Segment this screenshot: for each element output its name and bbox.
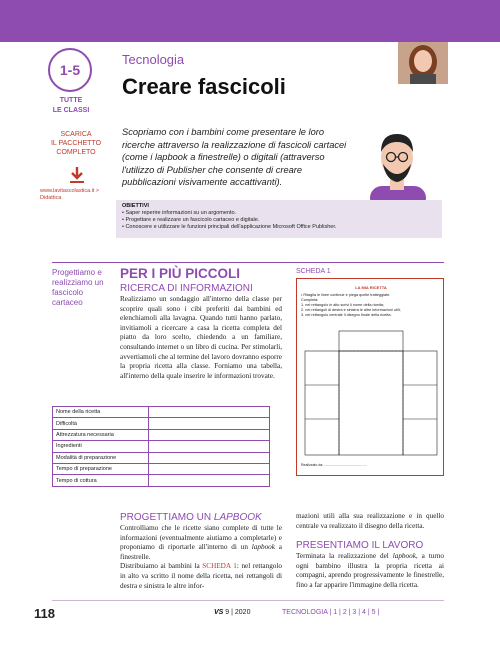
section-heading: PER I PIÙ PICCOLI [120,266,241,281]
table-cell-label: Ingredienti [53,441,149,452]
table-row [53,429,270,440]
heading-text: PROGETTIAMO UN [120,512,214,523]
footer-divider [52,600,444,601]
download-arrow-icon[interactable] [68,166,86,184]
header-bar [0,0,500,42]
table-cell-label: Modalità di preparazione [53,452,149,463]
worksheet-instruction-line: 1. nel rettangolo in alto scrivi il nome della ricetta; [301,303,384,307]
download-line: IL PACCHETTO [50,140,102,147]
badge-sub-line: TUTTE [59,97,83,104]
sidebar-note: Progettiamo e realizziamo un fascicolo cartaceo [52,268,104,307]
website-link-line: www.lavitascolastica.it > [40,188,100,194]
table-row [53,475,270,486]
table-row [53,463,270,474]
table-row [53,407,270,418]
table-cell-empty[interactable] [149,429,270,440]
author-photo [398,42,448,84]
body-text: : nel rettangolo in alto va scritto il nome della ricetta, nei rettangoli di destra e sinistra le altre infor- [120,562,282,590]
page-number: 118 [34,606,55,621]
table-cell-empty[interactable] [149,452,270,463]
table-row [53,418,270,429]
badge-sub-line: LE CLASSI [52,107,90,114]
section-subheading: RICERCA DI INFORMAZIONI [120,283,253,294]
recipe-table [52,406,270,487]
intro-text: Scopriamo con i bambini come presentare le loro ricerche attraverso la realizzazione di fascicoli cartacei (come i lapbook a finestrelle) o digitali (attraverso l'utilizzo di Publisher che consente di creare pubblicazioni visivamente accattivanti). [122,127,347,187]
class-badge-subtitle [40,96,102,116]
download-label[interactable] [30,130,122,157]
table-cell-label: Tempo di preparazione [53,463,149,474]
section-body-lapbook [120,524,282,591]
table-cell-empty[interactable] [149,475,270,486]
section-body-presentation [296,552,444,590]
table-cell-empty[interactable] [149,418,270,429]
table-row [53,452,270,463]
website-link[interactable] [40,188,112,202]
body-text: Controlliamo che le ricette siano complete di tutte le informazioni (eventualmente aiutiamo a completarle) e proponiamo di riportarle all'interno di un [120,524,282,552]
page-title: Creare fascicoli [122,74,286,99]
section-divider [52,262,444,263]
footer-section-nav: TECNOLOGIA | 1 | 2 | 3 | 4 | 5 | [282,609,380,616]
worksheet-label: SCHEDA 1 [296,268,331,275]
table-cell-label: Nome della ricetta [53,407,149,418]
objectives-box [116,200,442,238]
body-text: Distribuiamo ai bambini la [120,562,203,571]
table-cell-empty[interactable] [149,463,270,474]
body-text: , a turno ogni bambino illustra la propria ricetta ai compagni, aprendo progressivamente le finestrelle, fino a far apparire l'immagine della ricetta. [296,552,444,589]
worksheet-title: LA MIA RICETTA [355,285,387,290]
worksheet-box [296,278,444,476]
download-line: SCARICA [60,131,92,138]
section-heading-lapbook [120,512,262,523]
class-badge: 1-5 [48,48,92,92]
worksheet-instruction-line: 2. nei rettangoli di destra e sinistra le altre informazioni utili; [301,308,401,312]
section-label: Tecnologia [122,52,185,67]
table-cell-empty[interactable] [149,441,270,452]
magazine-issue [214,609,250,616]
objective-item: • Progettare e realizzare un fascicolo cartaceo e digitale. [122,217,260,223]
table-cell-empty[interactable] [149,407,270,418]
worksheet-link[interactable]: SCHEDA 1 [202,562,237,571]
author-role: Insegnante [366,56,396,62]
worksheet-instruction-line: 3. nel rettangolo centrale il disegno finale della ricetta. [301,313,392,317]
lapbook-template-diagram [301,329,441,459]
table-row [53,441,270,452]
section-heading-presentation: PRESENTIAMO IL LAVORO [296,540,424,551]
magazine-logo: VS [214,609,224,616]
worksheet-footer: Realizzato da: ............................................ [301,463,367,467]
table-cell-label: Difficoltà [53,418,149,429]
author-portrait-icon [398,42,448,84]
table-cell-label: Tempo di cottura [53,475,149,486]
worksheet-instruction-line: • Ritaglia le linee continue e piega quelle tratteggiate. [301,293,391,297]
worksheet-instruction-line: Completa: [301,298,319,302]
body-text: a finestrelle. [120,543,282,561]
table-cell-label: Attrezzatura necessaria [53,429,149,440]
body-emphasis: lapbook [392,552,416,560]
body-text: Terminata la realizzazione del [296,552,393,560]
worksheet-instructions [301,293,441,318]
objective-item: • Conoscere e utilizzare le funzioni principali dell'applicazione Microsoft Office Publisher. [122,224,337,230]
section-body: Realizziamo un sondaggio all'interno della classe per scoprire quali sono i cibi preferiti dai bambini ed elenchiamoli alla lavagna. Quando tutti hanno parlato, invitiamoli a ricercare a casa la ricetta completa del piatto da loro scelto, chiedendo a un familiare, consultando internet o un libro di cucina. Per stimolarli, avvertiamoli che al termine del lavoro dovranno esporre la propria ricetta alla classe. Forniamo una tabella, all'interno della quale inserire le informazioni trovate. [120,295,282,380]
body-emphasis: lapbook [251,543,275,552]
author-box [300,46,396,62]
author-name: Marianna Bernardini [328,46,396,53]
teacher-illustration-icon [350,124,442,210]
issue-number: 9 | 2020 [225,609,251,616]
heading-emphasis: LAPBOOK [213,512,262,523]
website-link-line: Didattica [40,195,62,201]
objective-item: • Saper reperire informazioni su un argomento. [122,210,237,216]
section-body-continued: mazioni utili alla sua realizzazione e in quello centrale va realizzato il disegno della ricetta. [296,512,444,530]
objectives-heading: OBIETTIVI [122,203,149,209]
download-line: COMPLETO [56,149,96,156]
